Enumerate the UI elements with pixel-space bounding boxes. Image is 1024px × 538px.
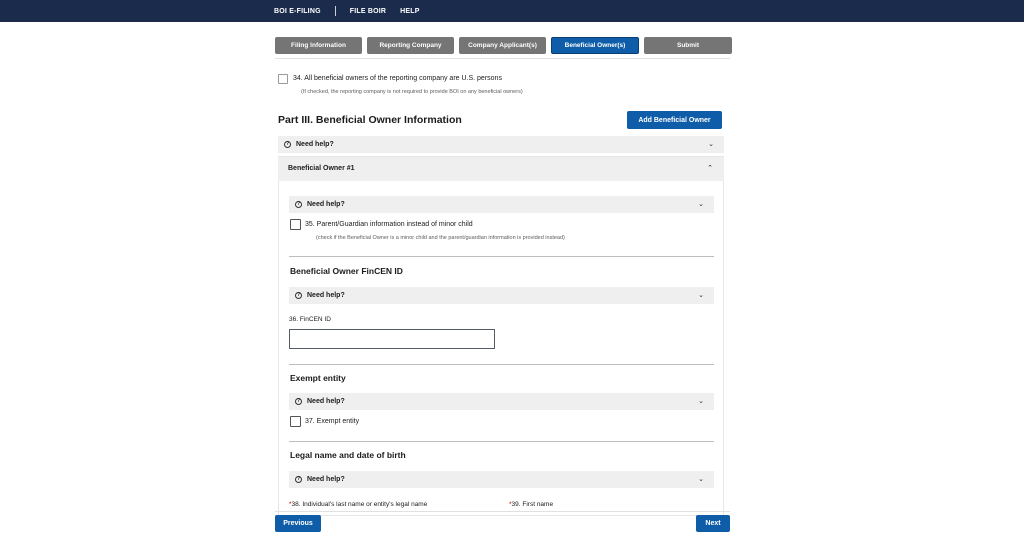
need-help-accordion-part3[interactable] [278,136,724,153]
required-mark: * [509,501,512,508]
step-tabs [275,37,732,54]
nav-file-boir[interactable]: FILE BOIR [349,7,387,15]
q38-label: *38. Individual's last name or entity's legal name [289,501,428,508]
chevron-down-icon: ⌄ [698,201,704,208]
footer-divider [275,511,730,512]
chevron-down-icon: ⌄ [698,398,704,405]
question-circle-icon: ? [296,292,301,298]
fincen-id-input[interactable] [289,329,495,349]
required-mark: * [289,501,292,508]
question-circle-icon: ? [285,141,290,147]
chevron-down-icon: ⌄ [698,476,704,483]
need-help-label: Need help? [307,398,345,405]
q35-hint: (check if the Beneficial Owner is a minor child and the parent/guardian information is provided instead) [316,235,565,241]
q36-fincen-id-label: 36. FinCEN ID [289,316,331,323]
step-company-applicants[interactable]: Company Applicant(s) [459,37,546,54]
step-filing-information[interactable]: Filing Information [275,37,362,54]
section-divider [289,441,714,442]
need-help-accordion-fincen[interactable] [289,287,714,304]
q34-all-us-persons-checkbox[interactable] [278,74,288,84]
chevron-down-icon: ⌄ [698,292,704,299]
question-circle-icon: ? [296,476,301,482]
add-beneficial-owner-button[interactable]: Add Beneficial Owner [627,111,722,129]
need-help-label: Need help? [307,292,345,299]
step-beneficial-owners[interactable]: Beneficial Owner(s) [551,37,639,54]
section-divider [289,364,714,365]
need-help-label: Need help? [307,476,345,483]
next-button[interactable]: Next [696,515,730,532]
q35-parent-guardian-checkbox[interactable] [290,219,301,230]
q34-hint: (If checked, the reporting company is not required to provide BOI on any beneficial owners) [301,89,523,95]
part-iii-title: Part III. Beneficial Owner Information [278,114,462,126]
need-help-label: Need help? [296,141,334,148]
question-circle-icon: ? [296,201,301,207]
need-help-label: Need help? [307,201,345,208]
top-nav [274,0,420,22]
previous-button[interactable]: Previous [275,515,321,532]
need-help-accordion-exempt[interactable] [289,393,714,410]
fincen-id-section-title: Beneficial Owner FinCEN ID [290,266,403,276]
nav-separator [335,6,336,16]
beneficial-owner-1-header[interactable] [278,157,724,181]
beneficial-owner-1-title: Beneficial Owner #1 [288,165,355,172]
question-circle-icon: ? [296,398,301,404]
q39-label: *39. First name [509,501,554,508]
q34-label: 34. All beneficial owners of the reporting company are U.S. persons [293,75,502,82]
nav-boi-efiling[interactable]: BOI E-FILING [274,7,321,15]
step-reporting-company[interactable]: Reporting Company [367,37,454,54]
q37-exempt-entity-checkbox[interactable] [290,416,301,427]
q35-label: 35. Parent/Guardian information instead of minor child [305,221,473,228]
step-submit[interactable]: Submit [644,37,732,54]
top-nav-bar [0,0,1024,22]
need-help-accordion-owner[interactable] [289,196,714,213]
steps-divider [275,58,730,59]
exempt-entity-section-title: Exempt entity [290,373,346,383]
chevron-up-icon: ⌃ [707,165,713,172]
need-help-accordion-legal-name[interactable] [289,471,714,488]
section-divider [289,256,714,257]
legal-name-section-title: Legal name and date of birth [290,450,406,460]
q37-label: 37. Exempt entity [305,418,360,425]
nav-help[interactable]: HELP [400,7,420,15]
chevron-down-icon: ⌄ [708,141,714,148]
